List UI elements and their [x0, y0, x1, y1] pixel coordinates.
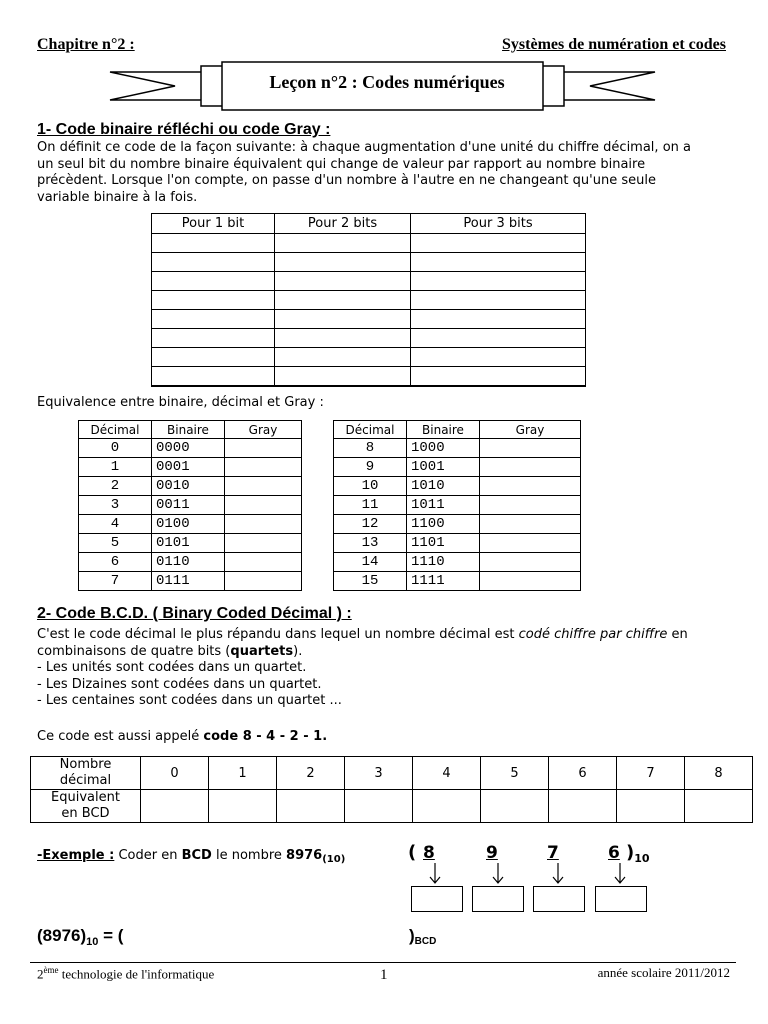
section2-paragraph: [37, 627, 752, 710]
equivalence-table-right: [333, 420, 581, 591]
binary-cell: 0101: [152, 534, 225, 553]
decimal-cell: 0: [141, 757, 209, 790]
bold-text: code 8 - 4 - 2 - 1.: [203, 729, 328, 744]
decimal-cell: 4: [79, 515, 152, 534]
decimal-cell: 6: [549, 757, 617, 790]
table-cell[interactable]: [152, 272, 275, 291]
digit-hundreds: 9: [486, 843, 498, 863]
table-cell[interactable]: [152, 367, 275, 387]
bcd-table: [30, 756, 753, 823]
gray-code-table: [151, 213, 586, 387]
gray-cell[interactable]: [480, 572, 581, 591]
table-row: [31, 790, 753, 823]
gray-header-2bits: Pour 2 bits: [275, 214, 411, 234]
table-cell[interactable]: [152, 253, 275, 272]
eq-header-binary: Binaire: [407, 421, 480, 439]
table-row: [79, 572, 302, 591]
bcd-cell[interactable]: [413, 790, 481, 823]
gray-cell[interactable]: [480, 553, 581, 572]
bcd-cell[interactable]: [141, 790, 209, 823]
table-cell[interactable]: [411, 234, 586, 253]
table-row: [334, 477, 581, 496]
decimal-cell: 1: [209, 757, 277, 790]
table-cell[interactable]: [411, 253, 586, 272]
decimal-cell: 15: [334, 572, 407, 591]
binary-cell: 1001: [407, 458, 480, 477]
decimal-cell: 9: [334, 458, 407, 477]
decimal-cell: 8: [685, 757, 753, 790]
text-span: Coder en: [114, 848, 182, 863]
table-cell[interactable]: [152, 291, 275, 310]
decimal-cell: 13: [334, 534, 407, 553]
label-line: Equivalent: [51, 790, 120, 805]
decimal-cell: 11: [334, 496, 407, 515]
footer-num: 2: [37, 966, 44, 982]
table-row: [334, 515, 581, 534]
bold-text: quartets: [230, 643, 294, 659]
section1-line: un seul bit du nombre binaire équivalent qui change de valeur par rapport au nombre binaire: [37, 156, 646, 172]
subject-label: Systèmes de numération et codes: [502, 36, 726, 53]
example-base: (10): [322, 854, 346, 865]
text-span: le nombre: [211, 848, 287, 863]
result-right-sub: BCD: [414, 936, 437, 947]
table-row: [152, 291, 586, 310]
text-span: combinaisons de quatre bits (: [37, 643, 231, 659]
decimal-cell: 5: [481, 757, 549, 790]
decimal-cell: 5: [79, 534, 152, 553]
digit-units: 6: [608, 843, 620, 863]
gray-cell[interactable]: [480, 534, 581, 553]
bcd-answer-box[interactable]: [595, 886, 647, 912]
bcd-row-label: [31, 757, 141, 790]
eq-header-gray: Gray: [480, 421, 581, 439]
gray-cell[interactable]: [225, 439, 302, 458]
binary-cell: 1100: [407, 515, 480, 534]
gray-cell[interactable]: [480, 515, 581, 534]
result-left: [37, 926, 123, 948]
table-cell[interactable]: [275, 272, 411, 291]
binary-cell: 1110: [407, 553, 480, 572]
gray-cell[interactable]: [480, 477, 581, 496]
bcd-cell[interactable]: [209, 790, 277, 823]
lesson-title: Leçon n°2 : Codes numériques: [269, 72, 505, 92]
table-cell[interactable]: [275, 234, 411, 253]
gray-cell[interactable]: [225, 572, 302, 591]
bcd-cell[interactable]: [481, 790, 549, 823]
table-row: [152, 253, 586, 272]
footer-sup: ème: [43, 965, 59, 975]
table-cell[interactable]: [152, 329, 275, 348]
example-number: 8976: [286, 848, 323, 863]
binary-cell: 0100: [152, 515, 225, 534]
decimal-cell: 7: [79, 572, 152, 591]
decimal-cell: 12: [334, 515, 407, 534]
eq-header-decimal: Décimal: [334, 421, 407, 439]
equivalence-caption: Equivalence entre binaire, décimal et Gray :: [37, 395, 324, 410]
decimal-cell: 8: [334, 439, 407, 458]
example-line: [37, 848, 345, 869]
binary-cell: 0111: [152, 572, 225, 591]
table-row: [334, 458, 581, 477]
table-row: [152, 272, 586, 291]
table-cell[interactable]: [411, 329, 586, 348]
bcd-cell[interactable]: [277, 790, 345, 823]
table-row: [79, 477, 302, 496]
gray-cell[interactable]: [480, 496, 581, 515]
bcd-cell[interactable]: [685, 790, 753, 823]
gray-cell[interactable]: [225, 534, 302, 553]
binary-cell: 0000: [152, 439, 225, 458]
table-cell[interactable]: [275, 253, 411, 272]
section2-line: [37, 627, 752, 644]
binary-cell: 1011: [407, 496, 480, 515]
decimal-cell: 2: [79, 477, 152, 496]
gray-cell[interactable]: [480, 458, 581, 477]
table-cell[interactable]: [275, 291, 411, 310]
gray-cell[interactable]: [225, 496, 302, 515]
binary-cell: 0010: [152, 477, 225, 496]
result-right: [409, 926, 436, 947]
decimal-cell: 7: [617, 757, 685, 790]
binary-cell: 1111: [407, 572, 480, 591]
result-eq: = (: [98, 926, 124, 945]
table-row: [79, 553, 302, 572]
eq-header-gray: Gray: [225, 421, 302, 439]
label-line: Nombre: [59, 757, 112, 772]
table-row: [334, 534, 581, 553]
label-line: décimal: [59, 773, 112, 788]
decimal-cell: 2: [277, 757, 345, 790]
section2-title: 2- Code B.C.D. ( Binary Coded Décimal ) :: [37, 605, 352, 622]
table-row: [334, 496, 581, 515]
table-row: [152, 310, 586, 329]
table-cell[interactable]: [411, 367, 586, 387]
table-cell[interactable]: [411, 272, 586, 291]
digit-thousands: 8: [423, 843, 435, 863]
decimal-cell: 14: [334, 553, 407, 572]
section1-line: On définit ce code de la façon suivante: à chaque augmentation d'une unité du chiffre décimal, on a: [37, 140, 691, 155]
gray-cell[interactable]: [225, 515, 302, 534]
bullet-line: - Les centaines sont codées dans un quartet ...: [37, 693, 342, 708]
bold-text: BCD: [181, 848, 212, 863]
binary-cell: 1101: [407, 534, 480, 553]
table-cell[interactable]: [275, 310, 411, 329]
table-cell[interactable]: [275, 329, 411, 348]
code-line: [37, 729, 327, 746]
section1-title: 1- Code binaire réfléchi ou code Gray :: [37, 121, 331, 138]
label-line: en BCD: [61, 806, 110, 821]
decimal-cell: 4: [413, 757, 481, 790]
decimal-cell: 3: [345, 757, 413, 790]
binary-cell: 0011: [152, 496, 225, 515]
eq-header-binary: Binaire: [152, 421, 225, 439]
table-cell[interactable]: [152, 234, 275, 253]
decimal-cell: 3: [79, 496, 152, 515]
decimal-cell: 10: [334, 477, 407, 496]
page-number: 1: [380, 967, 388, 983]
bullet-line: - Les unités sont codées dans un quartet.: [37, 660, 307, 675]
bcd-cell[interactable]: [345, 790, 413, 823]
down-arrow-icon: [491, 863, 505, 885]
table-row: [334, 553, 581, 572]
result-sub: 10: [86, 936, 99, 948]
emphasis-text: codé chiffre par chiffre: [518, 627, 668, 642]
gray-cell[interactable]: [225, 553, 302, 572]
footer-divider: [30, 962, 736, 963]
down-arrow-icon: [428, 863, 442, 885]
table-row: [79, 534, 302, 553]
section1-line: précèdent. Lorsque l'on compte, on passe d'un nombre à l'autre en ne changeant qu'une seule: [37, 173, 656, 188]
table-row: [79, 515, 302, 534]
table-row: [334, 572, 581, 591]
table-cell[interactable]: [152, 348, 275, 367]
section2-line: [37, 644, 752, 661]
gray-cell[interactable]: [225, 458, 302, 477]
gray-cell[interactable]: [225, 477, 302, 496]
table-row: [152, 234, 586, 253]
text-span: ).: [293, 643, 303, 659]
section1-line: variable binaire à la fois.: [37, 189, 198, 205]
text-span: C'est le code décimal le plus répandu dans lequel un nombre décimal est: [37, 627, 519, 642]
text-span: Ce code est aussi appelé: [37, 729, 204, 744]
bcd-cell[interactable]: [549, 790, 617, 823]
result-number: (8976): [37, 926, 87, 945]
table-row: [31, 757, 753, 790]
bullet-line: - Les Dizaines sont codées dans un quartet.: [37, 676, 322, 692]
table-row: [152, 367, 586, 387]
decimal-cell: 6: [79, 553, 152, 572]
digit-tens: 7: [547, 843, 559, 863]
down-arrow-icon: [613, 863, 627, 885]
section1-paragraph: [37, 140, 747, 206]
bcd-answer-box[interactable]: [533, 886, 585, 912]
table-cell[interactable]: [411, 291, 586, 310]
eq-header-decimal: Décimal: [79, 421, 152, 439]
table-row: [79, 496, 302, 515]
paren-text: ): [409, 926, 415, 945]
bcd-answer-box[interactable]: [411, 886, 463, 912]
footer-text: technologie de l'informatique: [58, 966, 215, 982]
close-paren: [626, 842, 650, 865]
example-label: -Exemple :: [37, 848, 115, 863]
binary-cell: 0001: [152, 458, 225, 477]
bcd-answer-box[interactable]: [472, 886, 524, 912]
down-arrow-icon: [551, 863, 565, 885]
table-row: [152, 348, 586, 367]
table-cell[interactable]: [275, 367, 411, 387]
chapter-label: Chapitre n°2 :: [37, 36, 135, 53]
table-cell[interactable]: [152, 310, 275, 329]
decimal-cell: 0: [79, 439, 152, 458]
table-row: [79, 439, 302, 458]
footer-class: [37, 965, 214, 982]
binary-cell: 1000: [407, 439, 480, 458]
gray-header-1bit: Pour 1 bit: [152, 214, 275, 234]
binary-cell: 1010: [407, 477, 480, 496]
gray-cell[interactable]: [480, 439, 581, 458]
table-row: [152, 329, 586, 348]
bcd-row-label: [31, 790, 141, 823]
bcd-cell[interactable]: [617, 790, 685, 823]
paren-text: ): [626, 842, 635, 863]
school-year: année scolaire 2011/2012: [597, 965, 730, 980]
text-span: en: [667, 627, 688, 642]
table-cell[interactable]: [411, 348, 586, 367]
equivalence-table-left: [78, 420, 302, 591]
table-row: [334, 439, 581, 458]
table-row: [79, 458, 302, 477]
close-base: 10: [634, 852, 650, 865]
binary-cell: 0110: [152, 553, 225, 572]
open-paren: (: [408, 842, 417, 863]
gray-header-3bits: Pour 3 bits: [411, 214, 586, 234]
table-cell[interactable]: [411, 310, 586, 329]
table-cell[interactable]: [275, 348, 411, 367]
decimal-cell: 1: [79, 458, 152, 477]
